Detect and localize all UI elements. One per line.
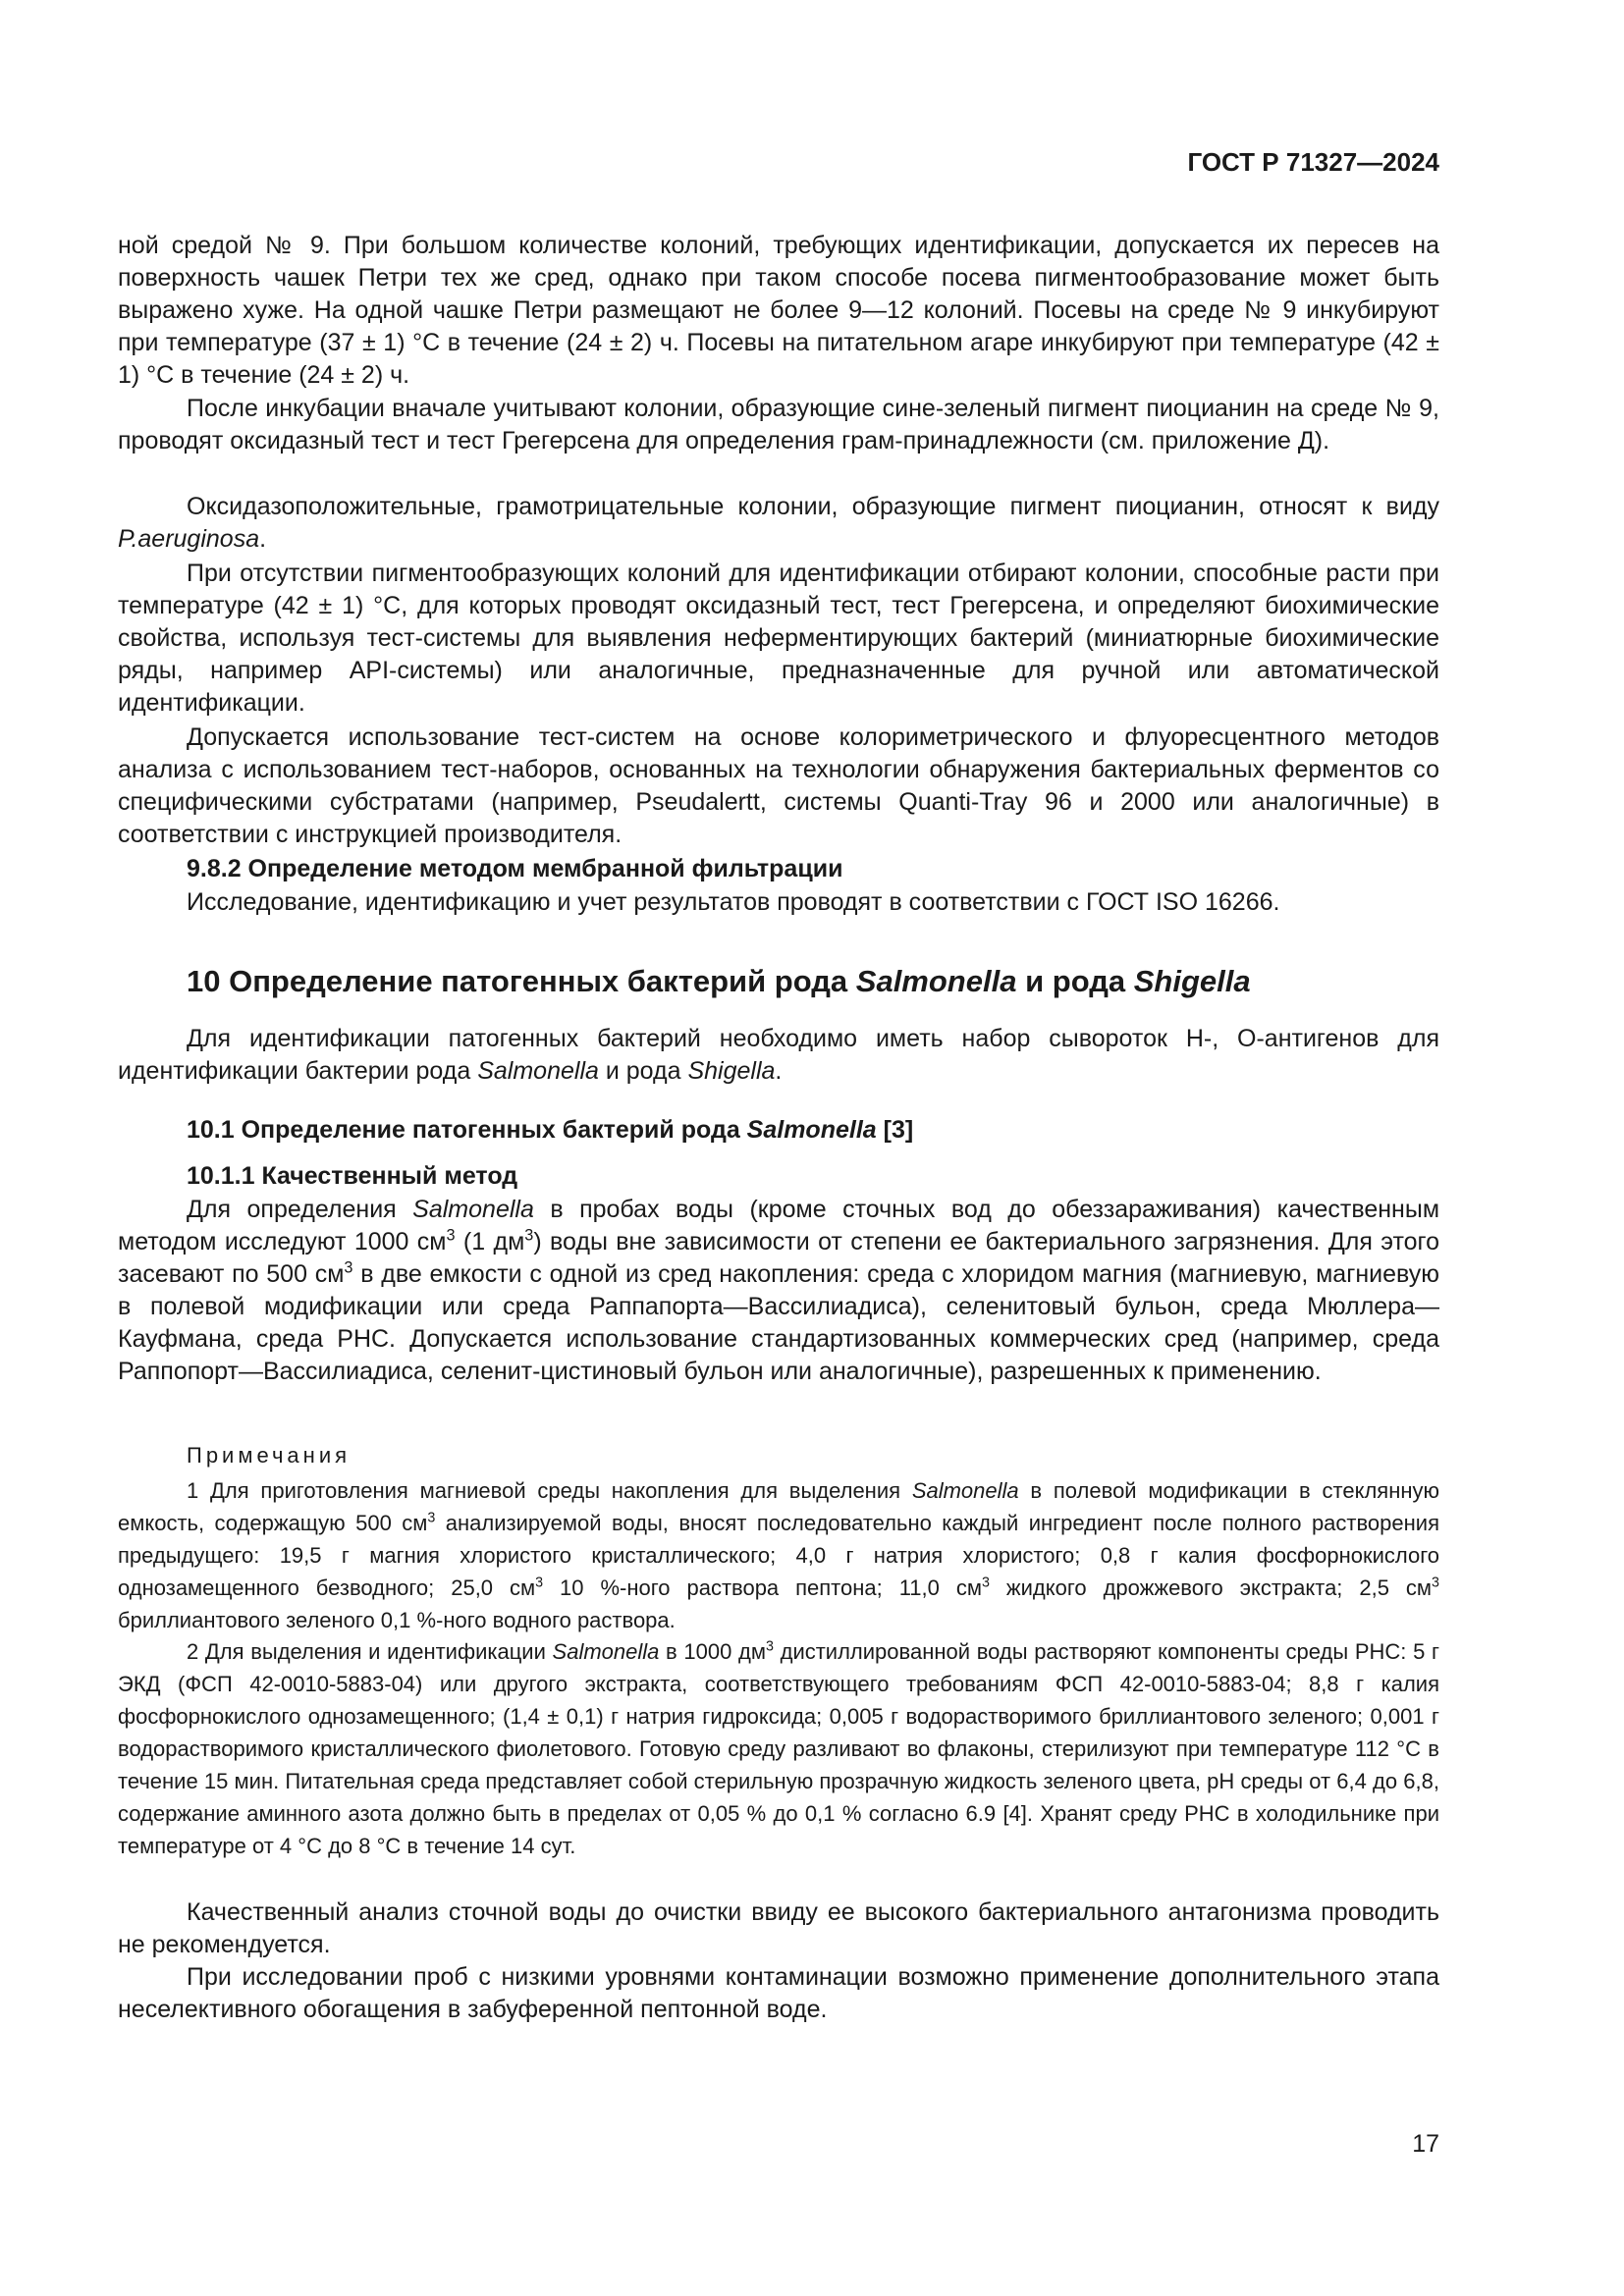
text-run: 10 %-ного раствора пептона; 11,0 см — [543, 1575, 982, 1600]
section-heading — [118, 1160, 1439, 1193]
paragraph — [118, 1961, 1439, 2026]
text-run: . — [259, 525, 267, 553]
chapter-heading — [118, 962, 1439, 1001]
paragraph — [118, 1194, 1439, 1388]
paragraph — [118, 393, 1439, 457]
text-run: жидкого дрожжевого экстракта; 2,5 см — [989, 1575, 1433, 1600]
text-run: и рода — [1016, 964, 1134, 998]
text-run: в полевой модификации в стеклянную емкость, содержащую 500 см — [118, 1478, 1439, 1535]
italic-term: P.aeruginosa — [118, 525, 260, 553]
italic-term: Shigella — [687, 1057, 776, 1085]
paragraph — [118, 721, 1439, 851]
text-run: 10 Определение патогенных бактерий рода — [187, 964, 856, 998]
italic-term: Shigella — [1133, 964, 1251, 998]
text-run: . — [775, 1057, 783, 1085]
text-run: бриллиантового зеленого 0,1 %-ного водного раствора. — [118, 1608, 676, 1632]
notes-title — [118, 1439, 1439, 1471]
text-run: и рода — [598, 1057, 688, 1085]
paragraph — [118, 886, 1439, 919]
paragraph — [118, 1023, 1439, 1088]
italic-term: Salmonella — [746, 1116, 877, 1144]
text-run: 2 Для выделения и идентификации — [187, 1639, 553, 1664]
superscript: 3 — [524, 1226, 534, 1245]
text-run: ной средой № 9. При большом количестве колоний, требующих идентификации, допускается их пересев на поверхность чашек Петри тех же сред, однако при таком способе посева пигментообразование может быть выражено хуже. На одной чашке Петри размещают не более 9—12 колоний. Посевы на среде № 9 инкубируют при температуре (37 ± 1) °С в течение (24 ± 2) ч. Посевы на питательном агаре инкубируют при температуре (42 ± 1) °С в течение (24 ± 2) ч. — [118, 232, 1439, 389]
text-run: Для определения — [187, 1196, 413, 1223]
text-run: ) воды вне зависимости от степени ее бактериального загрязнения. Для этого засевают по 500 см — [118, 1228, 1440, 1288]
text-run: 10.1 Определение патогенных бактерий рода — [187, 1116, 747, 1144]
text-run: 9.8.2 Определение методом мембранной фильтрации — [187, 855, 843, 882]
superscript: 3 — [981, 1575, 990, 1591]
text-run: в две емкости с одной из сред накопления: среда с хлоридом магния (магниевую, магниевую в полевой модификации или среда Раппапорта—Вассилиадиса), селенитовый бульон, среда Мюллера—Кауфмана, среда РНС. Допускается использование стандартизованных коммерческих сред (например, среда Раппопорт—Вассилиадиса, селенит-цистиновый бульон или аналогичные), разрешенных к применению. — [118, 1260, 1439, 1385]
paragraph — [118, 491, 1439, 556]
italic-term: Salmonella — [477, 1057, 599, 1085]
note-item — [118, 1474, 1439, 1636]
text-run: [3] — [876, 1116, 914, 1144]
superscript: 3 — [344, 1258, 353, 1277]
paragraph — [118, 558, 1439, 720]
text-run: 10.1.1 Качественный метод — [187, 1162, 518, 1190]
text-run: После инкубации вначале учитывают колонии, образующие сине-зеленый пигмент пиоцианин на среде № 9, проводят оксидазный тест и тест Грегерсена для определения грам-принадлежности (см. приложение Д). — [118, 395, 1439, 454]
italic-term: Salmonella — [911, 1478, 1019, 1503]
superscript: 3 — [1432, 1575, 1439, 1591]
text-run: анализируемой воды, вносят последовательно каждый ингредиент после полного растворения предыдущего: 19,5 г магния хлористого кристаллического; 4,0 г натрия хлористого; 0,8 г калия фосфорнокислого однозамещенного безводного; 25,0 см — [118, 1511, 1439, 1600]
text-run: Для идентификации патогенных бактерий необходимо иметь набор сывороток Н-, О-антигенов для идентификации бактерии рода — [118, 1025, 1439, 1085]
italic-term: Salmonella — [552, 1639, 660, 1664]
paragraph — [118, 1896, 1439, 1961]
page-number: 17 — [1412, 2130, 1439, 2158]
text-run: в 1000 дм — [659, 1639, 766, 1664]
superscript: 3 — [446, 1226, 456, 1245]
text-run: Качественный анализ сточной воды до очистки ввиду ее высокого бактериального антагонизма проводить не рекомендуется. — [118, 1898, 1439, 1958]
section-heading — [118, 1114, 1439, 1147]
note-item — [118, 1635, 1439, 1862]
italic-term: Salmonella — [412, 1196, 534, 1223]
text-run: Исследование, идентификацию и учет результатов проводят в соответствии с ГОСТ ISO 16266. — [187, 888, 1280, 916]
superscript: 3 — [427, 1510, 436, 1526]
text-run: При исследовании проб с низкими уровнями контаминации возможно применение дополнительного этапа неселективного обогащения в забуференной пептонной воде. — [118, 1963, 1439, 2023]
superscript: 3 — [765, 1638, 774, 1655]
document-code-header: ГОСТ Р 71327—2024 — [1187, 147, 1439, 177]
text-run: При отсутствии пигментообразующих колоний для идентификации отбирают колонии, способные расти при температуре (42 ± 1) °С, для которых проводят оксидазный тест, тест Грегерсена, и определяют биохимические свойства, используя тест-системы для выявления неферментирующих бактерий (миниатюрные биохимические ряды, например API-системы) или аналогичные, предназначенные для ручной или автоматической идентификации. — [118, 560, 1439, 717]
paragraph — [118, 230, 1439, 392]
text-run: 1 Для приготовления магниевой среды накопления для выделения — [187, 1478, 912, 1503]
superscript: 3 — [535, 1575, 544, 1591]
text-run: (1 дм — [455, 1228, 525, 1255]
text-run: Оксидазоположительные, грамотрицательные колонии, образующие пигмент пиоцианин, относят к виду — [187, 493, 1439, 520]
text-run: дистиллированной воды растворяют компоненты среды РНС: 5 г ЭКД (ФСП 42-0010-5883-04) или другого экстракта, соответствующего требованиям ФСП 42-0010-5883-04; 8,8 г калия фосфорнокислого однозамещенного; (1,4 ± 0,1) г натрия гидроксида; 0,005 г водорастворимого бриллиантового зеленого; 0,001 г водорастворимого кристаллического фиолетового. Готовую среду разливают во флаконы, стерилизуют при температуре 112 °С в течение 15 мин. Питательная среда представляет собой стерильную прозрачную жидкость зеленого цвета, pH среды от 6,4 до 6,8, содержание аминного азота должно быть в пределах от 0,05 % до 0,1 % согласно 6.9 [4]. Хранят среду РНС в холодильнике при температуре от 4 °С до 8 °С в течение 14 сут. — [118, 1639, 1439, 1858]
text-run: Допускается использование тест-систем на основе колориметрического и флуоресцентного методов анализа с использованием тест-наборов, основанных на технологии обнаружения бактериальных ферментов со специфическими субстратами (например, Pseudalertt, системы Quanti-Tray 96 и 2000 или аналогичные) в соответствии с инструкцией производителя. — [118, 723, 1439, 848]
text-run: в пробах воды (кроме сточных вод до обеззараживания) качественным методом исследуют 1000 см — [118, 1196, 1440, 1255]
section-heading — [118, 853, 1439, 885]
italic-term: Salmonella — [855, 964, 1017, 998]
text-run: Примечания — [187, 1443, 352, 1468]
